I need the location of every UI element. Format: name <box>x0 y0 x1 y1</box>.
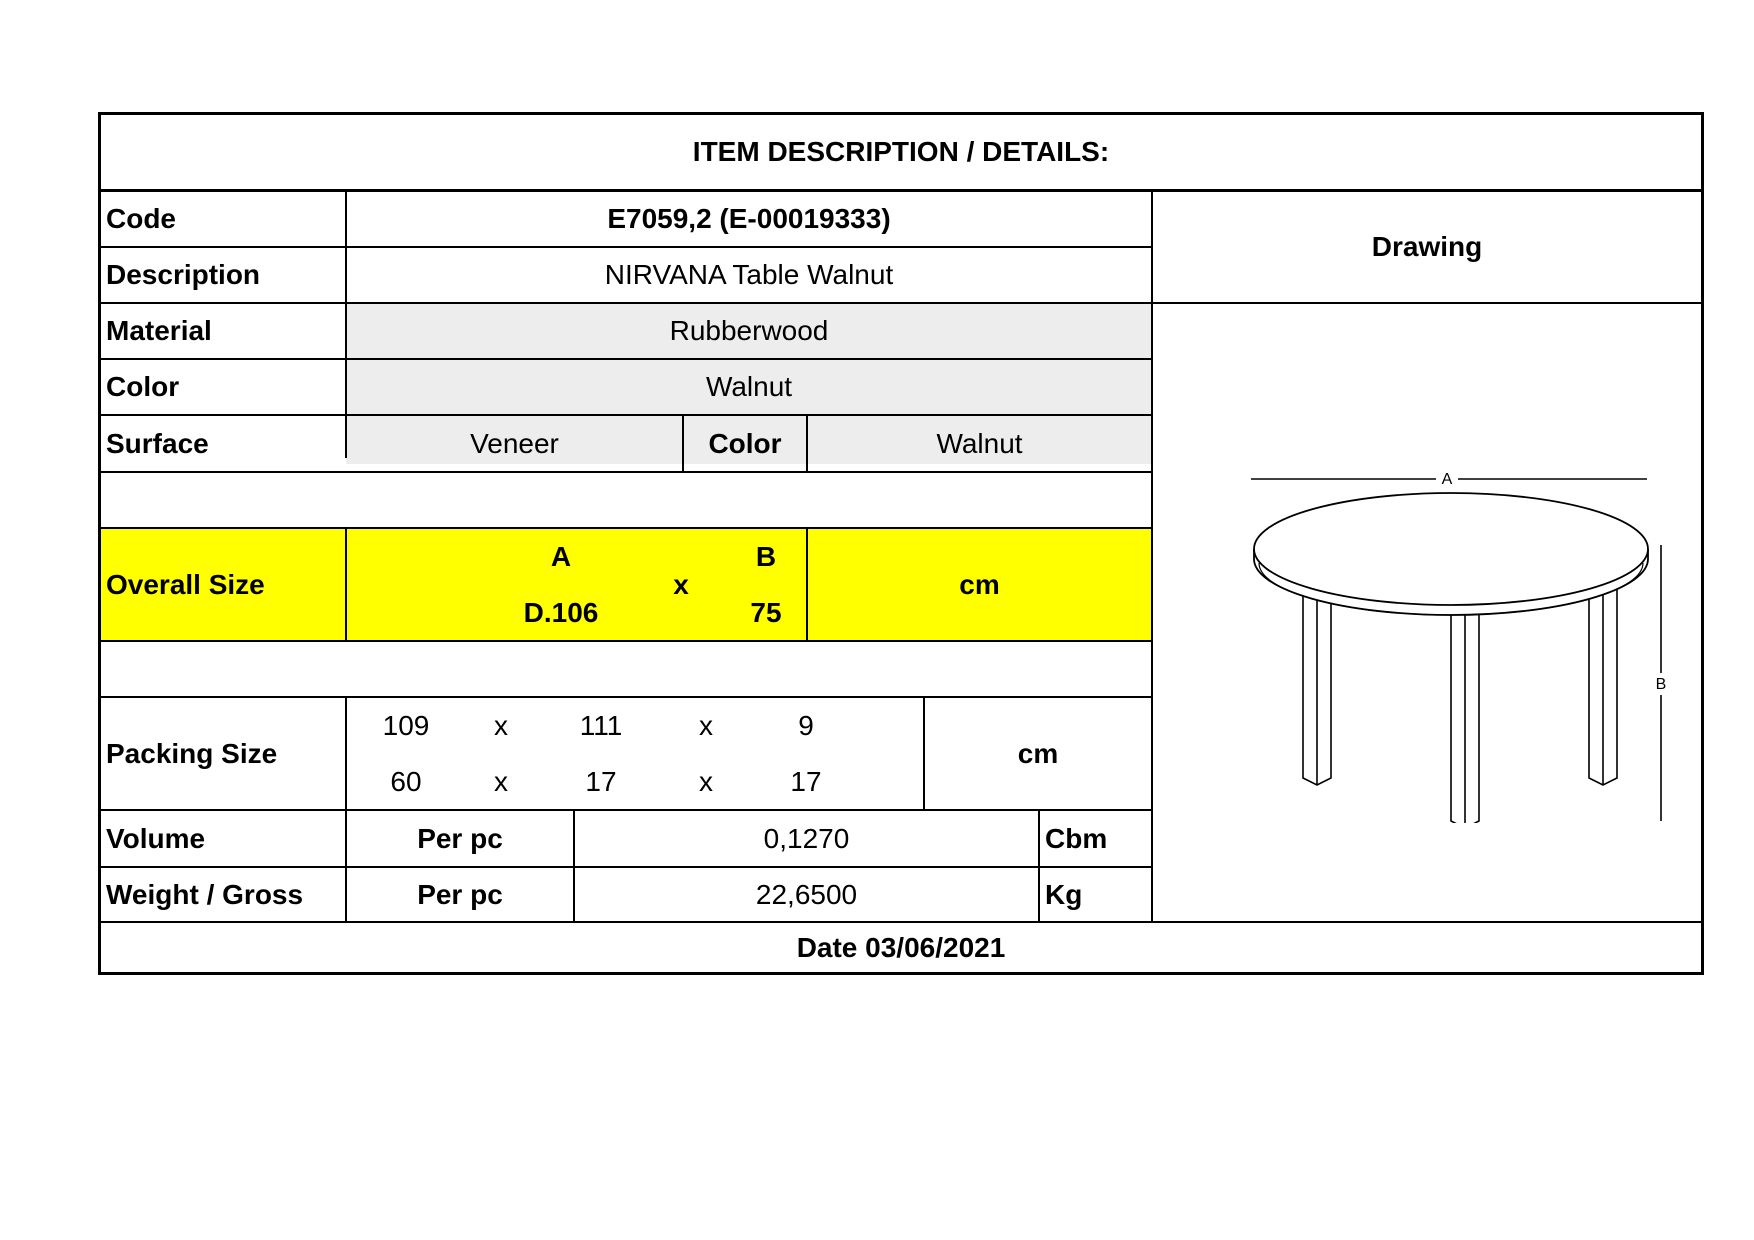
weight-per: Per pc <box>417 878 503 910</box>
volume-label: Volume <box>106 822 206 854</box>
overall-size-a-value: D.106 <box>523 596 599 628</box>
packing-w-1: 111 <box>579 710 623 741</box>
code-label: Code <box>106 202 176 234</box>
volume-value: 0,1270 <box>763 822 850 854</box>
packing-x-2b: x <box>699 765 713 797</box>
surface-color-value: Walnut <box>936 427 1023 459</box>
drawing-label: Drawing <box>1371 230 1483 262</box>
overall-size-unit: cm <box>959 568 1000 600</box>
table-drawing <box>1251 383 1671 823</box>
volume-per: Per pc <box>417 822 503 854</box>
packing-h-2: 17 <box>790 765 822 797</box>
packing-l-1: 109 <box>382 710 430 741</box>
color-value: Walnut <box>705 371 793 402</box>
packing-l-2: 60 <box>390 765 422 797</box>
packing-h-1: 9 <box>798 710 814 741</box>
overall-size-label: Overall Size <box>106 568 265 600</box>
packing-size-unit: cm <box>1017 737 1059 769</box>
overall-size-b-label: B <box>755 541 777 572</box>
overall-size-a-label: A <box>550 541 572 572</box>
dimension-b-label: B <box>1655 676 1667 693</box>
packing-w-2: 17 <box>585 765 617 797</box>
color-label: Color <box>106 371 180 402</box>
weight-value: 22,6500 <box>755 878 858 910</box>
weight-unit: Kg <box>1045 878 1083 910</box>
table-leg-center <box>1451 601 1479 823</box>
surface-value: Veneer <box>470 427 559 459</box>
description-label: Description <box>106 259 261 290</box>
material-value: Rubberwood <box>669 315 829 346</box>
packing-x-1b: x <box>699 710 713 741</box>
sheet-title: ITEM DESCRIPTION / DETAILS: <box>692 136 1110 167</box>
weight-label: Weight / Gross <box>106 878 304 910</box>
packing-size-label: Packing Size <box>106 737 278 769</box>
description-value: NIRVANA Table Walnut <box>604 259 894 290</box>
spec-sheet <box>98 112 1704 975</box>
packing-x-2a: x <box>494 765 508 797</box>
table-top <box>1254 493 1648 615</box>
footer-date: Date 03/06/2021 <box>796 931 1006 963</box>
material-label: Material <box>106 315 212 346</box>
overall-size-x: x <box>673 569 689 600</box>
table-leg-right <box>1589 583 1617 785</box>
table-leg-left <box>1303 583 1331 785</box>
packing-x-1a: x <box>494 710 508 741</box>
dimension-a-label: A <box>1441 471 1453 488</box>
code-value: E7059,2 (E-00019333) <box>607 202 891 234</box>
overall-size-b-value: 75 <box>750 596 782 628</box>
surface-color-label: Color <box>708 427 782 459</box>
surface-label: Surface <box>106 427 209 459</box>
volume-unit: Cbm <box>1045 822 1108 854</box>
